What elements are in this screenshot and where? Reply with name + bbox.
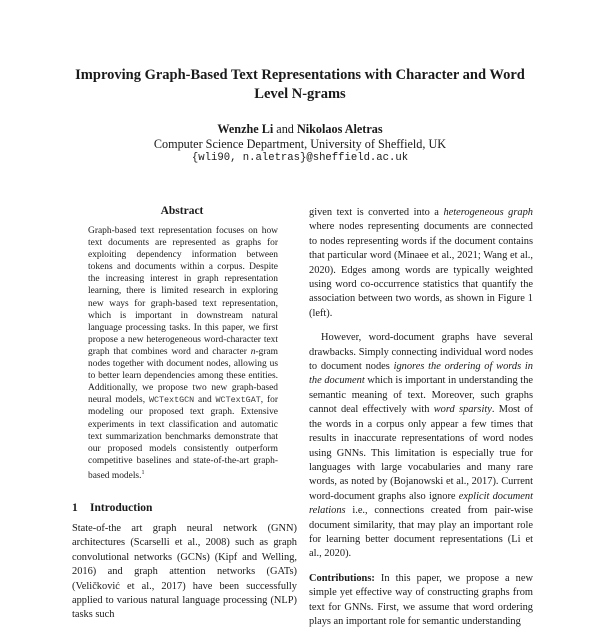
paragraph: However, word-document graphs have several drawbacks. Simply connecting individual word nodes to document nodes ignores the ordering of words in the document which is important in understanding the semantic meaning of text. Moreover, such graphs cannot deal effectively with word sparsity. Most of the words in a corpus only appear a few times that results in inaccurate representations of word nodes using GNNs. This limitation is especially true for languages with large vocabularies and many rare words, as noted by (Bojanowski et al., 2017). Current word-document graphs also ignore explicit document relations i.e., connections created from pair-wise document similarity, that may play an important role for learning better document representations (Li et al., 2020). [309,332,534,560]
right-column [309,206,533,639]
paragraph-contributions: Contributions: In this paper, we propose a new simple yet effective way of constructing graphs from text for GNNs. First, we assume that word ordering plays an important role for semantic understanding [309,572,533,627]
contributions-label: Contributions: [309,572,375,584]
section-title: Introduction [90,502,153,514]
affiliation: Computer Science Department, University of Sheffield, UK [153,137,447,151]
author-name: Wenzhe Li [217,122,274,136]
author-email: {wli90, n.aletras}@sheffield.ac.uk [191,152,409,164]
paper-title: Improving Graph-Based Text Representations with Character and Word Level N-grams [75,67,525,102]
model-name: WCTextGCN [148,395,195,406]
abstract-body: Graph-based text representation focuses on how text documents are represented as graphs for exploiting dependency information between tokens and documents within a corpus. Despite the increasing interest in graph representation learning, there is limited research in exploring new ways for graph-based text representation, which is important in downstream natural language processing tasks. In this paper, we first propose a new heterogeneous word-character text graph that combines word and character n-gram nodes together with document nodes, allowing us to better learn dependencies among these entities. Additionally, we propose two new graph-based neural models, WCTextGCN and WCTextGAT, for modeling our proposed text graph. Extensive experiments in text classification and automatic text summarization benchmarks demonstrate that our proposed models consistently outperform competitive baselines and state-of-the-art graph-based models.$^1$ [88,226,278,482]
section-heading-introduction [72,502,298,514]
footnote-mark: 1 [141,469,145,476]
section-number: 1 [72,502,78,514]
author-name: Nikolaos Aletras [296,122,383,136]
model-name: WCTextGAT [215,395,261,406]
paragraph: given text is converted into a heterogeneous graph where nodes representing documents are connected to nodes representing words if the document contains that particular word (Minaee et al., 2021; Wang et al., 2020). Edges among words are typically weighted using word co-occurrence statistics that quantify the association between two words, as shown in Figure 1 (left). [309,207,533,319]
author-conjunction: and [276,122,294,136]
introduction-body: State-of-the art graph neural network (GNN) architectures (Scarselli et al., 2008) such as graph convolutional networks (GCNs) (Kipf and Welling, 2016) and graph attention networks (GATs) (Veličković et al., 2017) have been successfully applied to various natural language processing (NLP) tasks such [72,523,297,621]
abstract-heading: Abstract [160,205,204,217]
author-line [60,122,540,137]
